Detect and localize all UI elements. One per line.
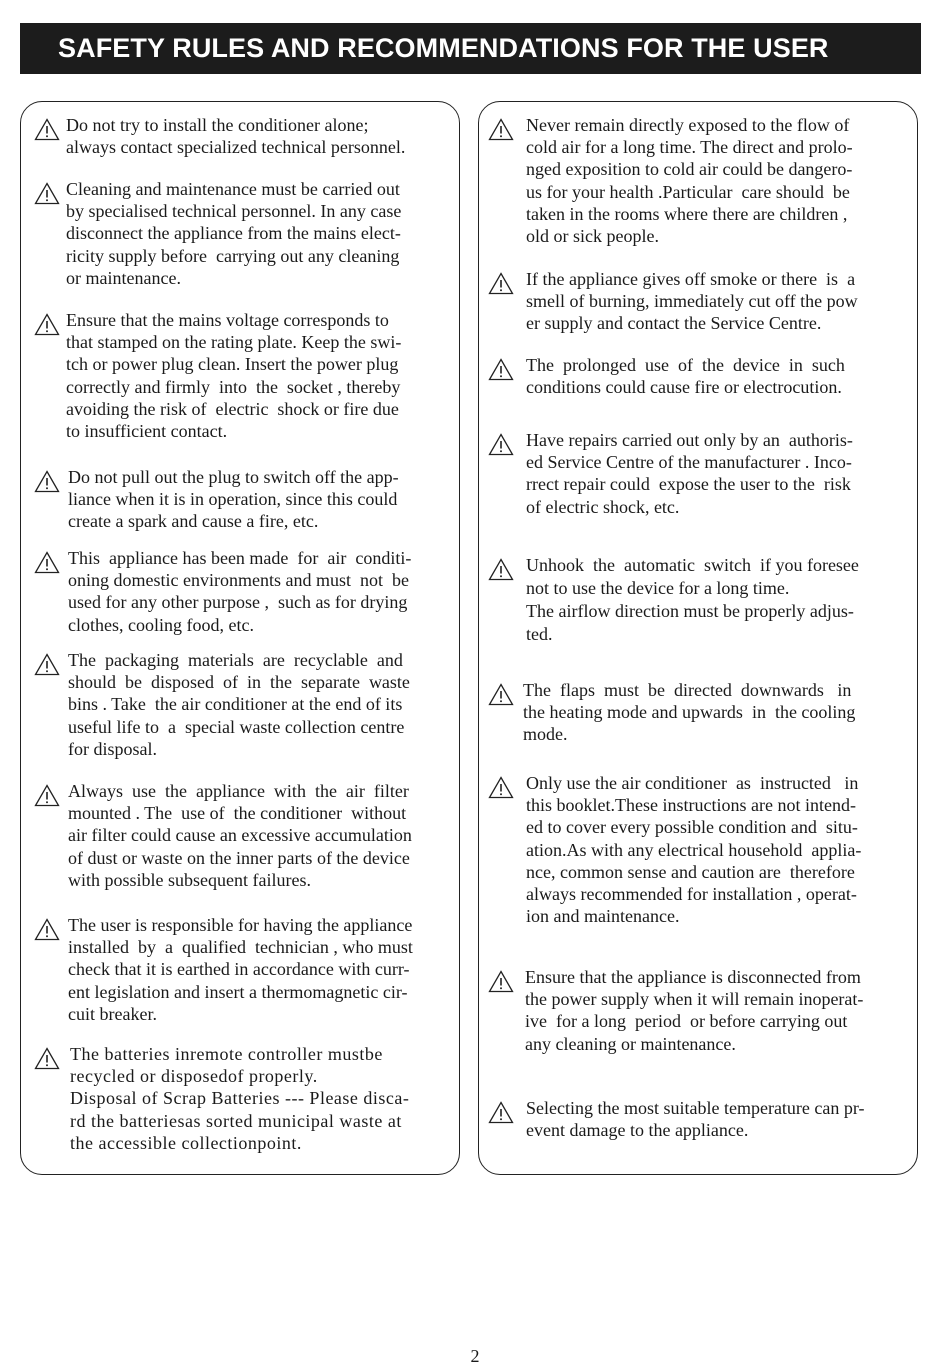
rule-text: The user is responsible for having the appliance installed by a qualified technician , who must check that it is earthed in accordance with curr- ent legislation and insert a thermomagnetic cir- cuit breaker. xyxy=(68,915,413,1024)
warning-triangle-icon xyxy=(488,558,514,581)
rule-text: Do not try to install the conditioner alone; always contact specialized technical personnel. xyxy=(66,115,406,158)
rule-text: The prolonged use of the device in such conditions could cause fire or electrocution. xyxy=(526,355,845,398)
rule-text: The packaging materials are recyclable and should be disposed of in the separate waste bins . Take the air conditioner at the end of its useful life to a special waste collection centre for disposal. xyxy=(68,650,410,759)
warning-triangle-icon xyxy=(488,1101,514,1124)
rule-text: Do not pull out the plug to switch off the app- liance when it is in operation, since this could create a spark and cause a fire, etc. xyxy=(68,467,399,532)
warning-triangle-icon xyxy=(34,313,60,336)
warning-triangle-icon xyxy=(34,470,60,493)
warning-triangle-icon xyxy=(34,1047,60,1070)
rule-text: Have repairs carried out only by an authoris- ed Service Centre of the manufacturer . Inco- rrect repair could expose the user to the risk of electric shock, etc. xyxy=(526,430,853,517)
warning-triangle-icon xyxy=(34,118,60,141)
warning-triangle-icon xyxy=(488,776,514,799)
warning-triangle-icon xyxy=(34,182,60,205)
warning-triangle-icon xyxy=(488,272,514,295)
rule-text: Never remain directly exposed to the flow of cold air for a long time. The direct and prolo- nged exposition to cold air could be dangero- us for your health .Particular care should be taken in the rooms where there are children , old or sick people. xyxy=(526,115,853,247)
warning-triangle-icon xyxy=(488,433,514,456)
rule-text: The flaps must be directed downwards in the heating mode and upwards in the cooling mode. xyxy=(523,680,856,745)
rule-text: Unhook the automatic switch if you foresee not to use the device for a long time. The airflow direction must be properly adjus- ted. xyxy=(526,555,859,644)
rule-text: The batteries inremote controller mustbe recycled or disposedof properly. Disposal of Scrap Batteries --- Please disca- rd the batteriesas sorted municipal waste at the accessible collectionpoint. xyxy=(70,1044,410,1153)
rule-text: Always use the appliance with the air filter mounted . The use of the conditioner without air filter could cause an excessive accumulation of dust or waste on the inner parts of the device with possible subsequent failures. xyxy=(68,781,412,890)
warning-triangle-icon xyxy=(34,551,60,574)
warning-triangle-icon xyxy=(34,653,60,676)
rule-text: Ensure that the mains voltage corresponds to that stamped on the rating plate. Keep the swi- tch or power plug clean. Insert the power plug correctly and firmly into the socket , thereby avoiding the risk of electric shock or fire due to insufficient contact. xyxy=(66,310,402,442)
rule-text: Cleaning and maintenance must be carried out by specialised technical personnel. In any case disconnect the appliance from the mains elect- ricity supply before carrying out any cleaning or maintenance. xyxy=(66,179,402,288)
warning-triangle-icon xyxy=(488,358,514,381)
rule-text: This appliance has been made for air conditi- oning domestic environments and must not be used for any other purpose , such as for drying clothes, cooling food, etc. xyxy=(68,548,412,635)
rule-text: Selecting the most suitable temperature can pr- event damage to the appliance. xyxy=(526,1098,865,1141)
page-number: 2 xyxy=(470,1346,480,1366)
warning-triangle-icon xyxy=(488,683,514,706)
warning-triangle-icon xyxy=(488,970,514,993)
warning-triangle-icon xyxy=(34,784,60,807)
warning-triangle-icon xyxy=(488,118,514,141)
rule-text: Ensure that the appliance is disconnected from the power supply when it will remain inoperat- ive for a long period or before carrying out any cleaning or maintenance. xyxy=(525,967,864,1054)
rule-text: If the appliance gives off smoke or there is a smell of burning, immediately cut off the pow er supply and contact the Service Centre. xyxy=(526,269,858,334)
rule-text: Only use the air conditioner as instructed in this booklet.These instructions are not intend- ed to cover every possible condition and situ- ation.As with any electrical household applia- nce, common sense and caution are therefore always recommended for installation , operat- ion and maintenance. xyxy=(526,773,862,927)
warning-triangle-icon xyxy=(34,918,60,941)
page-title: SAFETY RULES AND RECOMMENDATIONS FOR THE USER xyxy=(20,23,921,74)
